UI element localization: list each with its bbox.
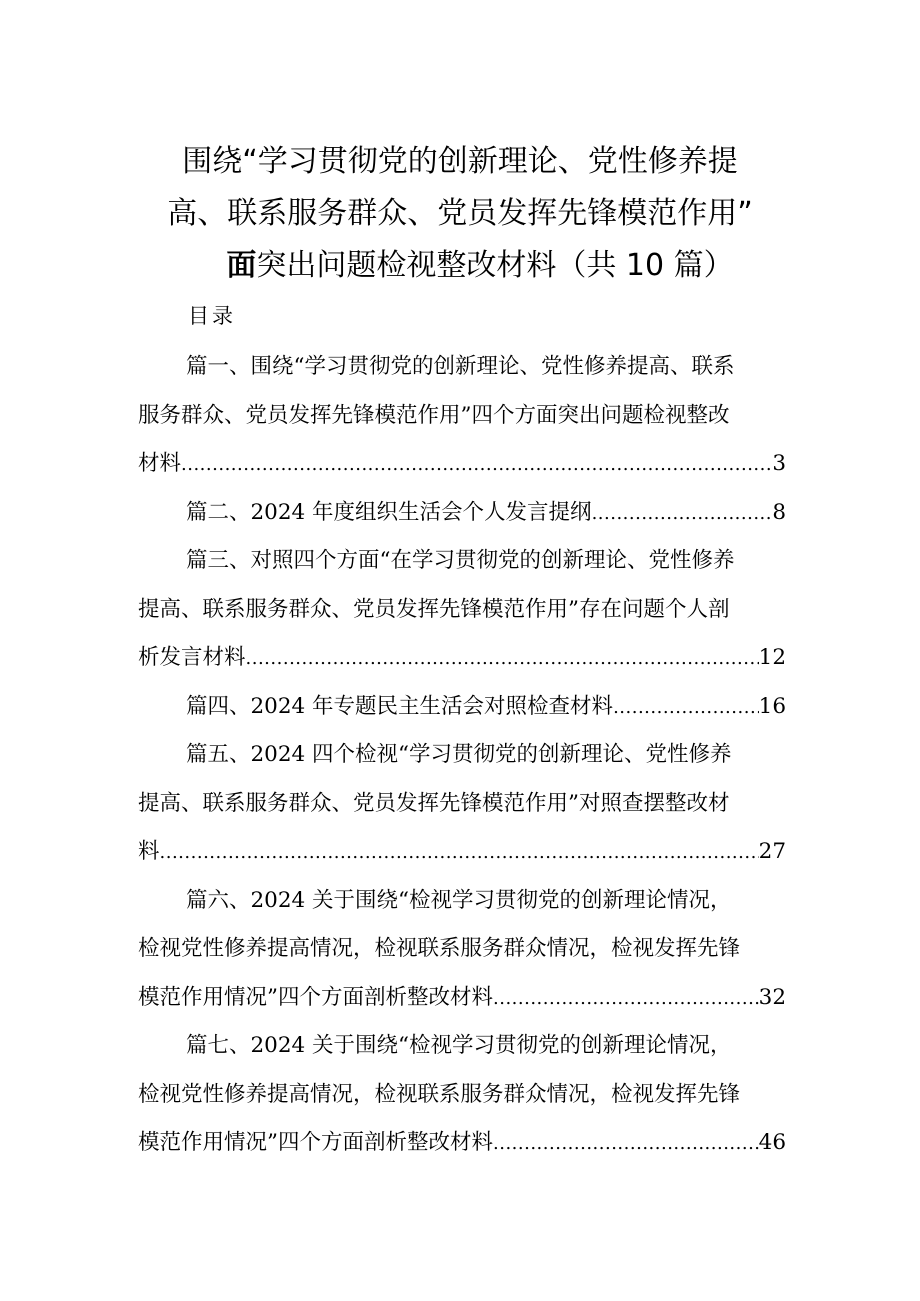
toc-page-number: 8	[772, 499, 786, 525]
toc-leader-dots	[246, 635, 759, 684]
toc-leader-dots	[592, 490, 773, 539]
toc-entry-text: 篇五、2024 四个检视“学习贯彻党的创新理论、党性修养	[186, 742, 732, 767]
toc-entry-last-line	[138, 489, 786, 538]
toc-entry-line	[138, 343, 786, 392]
toc-entry[interactable]	[138, 1022, 786, 1168]
toc-page-number: 12	[758, 645, 786, 670]
toc-entry-text: 篇六、2024 关于围绕“检视学习贯彻党的创新理论情况，	[186, 887, 732, 913]
toc-entry-last-line	[138, 683, 786, 732]
toc-page-number: 27	[758, 839, 786, 864]
toc-entry-text: 篇七、2024 关于围绕“检视学习贯彻党的创新理论情况，	[186, 1033, 732, 1058]
toc-entry-line	[138, 925, 786, 974]
toc-entry-last-line	[138, 440, 786, 489]
toc-entry-text: 模范作用情况”四个方面剖析整改材料	[138, 984, 493, 1010]
toc-entry-line	[138, 392, 786, 441]
toc-leader-dots	[493, 975, 759, 1024]
toc-entry-text: 析发言材料	[138, 645, 246, 670]
toc-leader-dots	[160, 829, 759, 878]
toc-entry-last-line	[138, 1119, 786, 1168]
toc-page-number: 46	[758, 1130, 786, 1155]
toc-entry-line	[138, 780, 786, 829]
toc-entry[interactable]	[138, 731, 786, 877]
toc-entry[interactable]	[138, 683, 786, 732]
table-of-contents	[138, 343, 786, 1168]
toc-entry-line	[138, 731, 786, 780]
toc-entry[interactable]	[138, 489, 786, 538]
toc-entry-text: 检视党性修养提高情况，检视联系服务群众情况，检视发挥先锋	[138, 1081, 741, 1107]
toc-entry-text: 提高、联系服务群众、党员发挥先锋模范作用”存在问题个人剖	[138, 596, 730, 622]
title-line-3	[140, 240, 780, 292]
toc-leader-dots	[493, 1120, 759, 1169]
toc-entry[interactable]	[138, 343, 786, 489]
toc-leader-dots	[613, 684, 759, 733]
toc-entry-text: 篇一、围绕“学习贯彻党的创新理论、党性修养提高、联系	[186, 354, 735, 379]
toc-entry[interactable]	[138, 877, 786, 1023]
toc-entry-text: 篇四、2024 年专题民主生活会对照检查材料	[186, 693, 614, 719]
toc-entry-line	[138, 537, 786, 586]
title-bold-char: 面	[226, 248, 257, 283]
toc-entry-line	[138, 877, 786, 926]
toc-entry[interactable]	[138, 537, 786, 683]
title-line-2: 高、联系服务群众、党员发挥先锋模范作用”	[167, 196, 753, 231]
toc-entry-line	[138, 586, 786, 635]
title-line-1: 围绕“学习贯彻党的创新理论、党性修养提	[182, 144, 738, 179]
title-line-3-text: 突出问题检视整改材料（共 10 篇）	[256, 248, 734, 283]
toc-entry-last-line	[138, 634, 786, 683]
toc-entry-line	[138, 1022, 786, 1071]
toc-entry-text: 篇二、2024 年度组织生活会个人发言提纲	[186, 499, 592, 525]
toc-entry-text: 模范作用情况”四个方面剖析整改材料	[138, 1130, 493, 1155]
toc-page-number: 3	[772, 451, 786, 476]
toc-leader-dots	[181, 441, 772, 490]
toc-entry-text: 篇三、对照四个方面“在学习贯彻党的创新理论、党性修养	[186, 548, 735, 573]
toc-entry-text: 材料	[138, 451, 182, 476]
toc-entry-last-line	[138, 974, 786, 1023]
toc-page-number: 16	[758, 693, 786, 719]
document-title	[140, 136, 780, 292]
toc-heading: 目录	[188, 304, 236, 328]
toc-entry-text: 服务群众、党员发挥先锋模范作用”四个方面突出问题检视整改	[138, 402, 730, 428]
toc-entry-text: 提高、联系服务群众、党员发挥先锋模范作用”对照查摆整改材	[138, 790, 730, 816]
toc-entry-text: 检视党性修养提高情况，检视联系服务群众情况，检视发挥先锋	[138, 936, 741, 961]
toc-entry-line	[138, 1071, 786, 1120]
toc-entry-last-line	[138, 828, 786, 877]
toc-entry-text: 料	[138, 839, 160, 864]
toc-page-number: 32	[758, 984, 786, 1010]
